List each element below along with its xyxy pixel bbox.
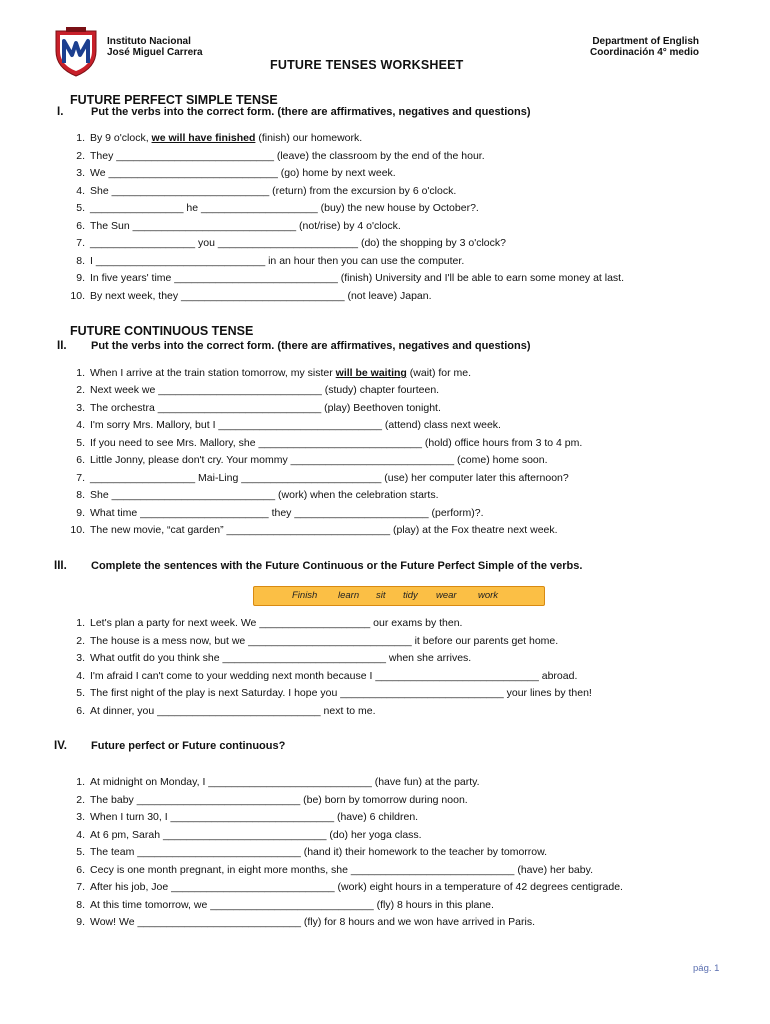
section1-item: 4. She ___________________________ (return) from the excursion by 6 o'clock. [76, 185, 457, 197]
example-post: (wait) for me. [406, 367, 472, 379]
section2-item: 2. Next week we ____________________________ (study) chapter fourteen. [76, 384, 440, 396]
item-text: What time ______________________ they _______________________ (perform)?. [90, 507, 484, 519]
section1-instruction: Put the verbs into the correct form. (there are affirmatives, negatives and questions) [91, 106, 531, 118]
item-text: Cecy is one month pregnant, in eight more months, she ____________________________ (have) her baby. [90, 864, 593, 876]
word-bank-item: work [478, 590, 499, 601]
section2-item: 4. I'm sorry Mrs. Mallory, but I ____________________________ (attend) class next week. [76, 419, 501, 431]
item-text: At this time tomorrow, we ____________________________ (fly) 8 hours in this plane. [90, 899, 494, 911]
item-text: The team ____________________________ (hand it) their homework to the teacher by tomorrow. [90, 846, 548, 858]
school-name-line2: José Miguel Carrera [107, 47, 203, 58]
item-text: Next week we ____________________________ (study) chapter fourteen. [90, 384, 440, 396]
example-answer: we will have finished [151, 132, 256, 144]
example-pre: By 9 o'clock, [90, 132, 152, 144]
section2-item: 7. __________________ Mai-Ling ________________________ (use) her computer later this afternoon? [76, 472, 569, 484]
section2-heading: FUTURE CONTINUOUS TENSE [70, 324, 254, 338]
item-text: The orchestra ____________________________ (play) Beethoven tonight. [90, 402, 441, 414]
section1-item: 8. I _____________________________ in an hour then you can use the computer. [76, 255, 465, 267]
section2-example [65, 367, 471, 379]
item-text: I'm sorry Mrs. Mallory, but I ____________________________ (attend) class next week. [90, 419, 501, 431]
item-text: The baby ____________________________ (be) born by tomorrow during noon. [90, 794, 468, 806]
section1-item: 5. ________________ he ____________________ (buy) the new house by October?. [76, 202, 479, 214]
word-bank-item: Finish [292, 590, 318, 601]
item-text: She ___________________________ (return) from the excursion by 6 o'clock. [90, 185, 457, 197]
section3-item: 6. At dinner, you ____________________________ next to me. [76, 705, 376, 717]
section2-item: 5. If you need to see Mrs. Mallory, she ____________________________ (hold) office hours from 3 to 4 pm. [76, 437, 583, 449]
word-bank-item: sit [376, 590, 386, 601]
section1-example [65, 132, 362, 144]
item-number: 1. [76, 132, 85, 144]
section2-item: 9. What time ______________________ they _______________________ (perform)?. [76, 507, 484, 519]
section2-instruction: Put the verbs into the correct form. (there are affirmatives, negatives and questions) [91, 340, 531, 352]
item-text: At 6 pm, Sarah ____________________________ (do) her yoga class. [90, 829, 422, 841]
section2-item: 8. She ____________________________ (work) when the celebration starts. [76, 489, 439, 501]
item-text: I'm afraid I can't come to your wedding next month because I ____________________________ abroad. [90, 670, 578, 682]
item-text: At dinner, you ____________________________ next to me. [90, 705, 376, 717]
section4-item: 5. The team ____________________________ (hand it) their homework to the teacher by tomorrow. [76, 846, 548, 858]
section2-item: 10. The new movie, “cat garden” ____________________________ (play) at the Fox theatre next week. [70, 524, 558, 536]
item-text: What outfit do you think she ____________________________ when she arrives. [90, 652, 472, 664]
section1-heading: FUTURE PERFECT SIMPLE TENSE [70, 93, 278, 107]
item-text: __________________ Mai-Ling ________________________ (use) her computer later this afternoon? [90, 472, 569, 484]
section2-item: 6. Little Jonny, please don't cry. Your mommy ____________________________ (come) home soon. [76, 454, 548, 466]
word-bank-item: learn [338, 590, 360, 601]
school-crest-logo [52, 25, 100, 77]
section1-item: 10. By next week, they ____________________________ (not leave) Japan. [70, 290, 432, 302]
section4-item: 4. At 6 pm, Sarah ____________________________ (do) her yoga class. [76, 829, 422, 841]
item-text: The new movie, “cat garden” ____________________________ (play) at the Fox theatre next week. [90, 524, 558, 536]
item-text: They ___________________________ (leave) the classroom by the end of the hour. [90, 150, 485, 162]
item-text: Little Jonny, please don't cry. Your mommy ____________________________ (come) home soon. [90, 454, 548, 466]
word-bank-item: tidy [403, 590, 418, 601]
section4-item: 9. Wow! We ____________________________ (fly) for 8 hours and we won have arrived in Paris. [76, 916, 535, 928]
section4-item: 6. Cecy is one month pregnant, in eight more months, she ____________________________ (have) her baby. [76, 864, 593, 876]
section3-item: 5. The first night of the play is next Saturday. I hope you ____________________________ your lines by then! [76, 687, 592, 699]
item-text: ________________ he ____________________ (buy) the new house by October?. [90, 202, 479, 214]
item-number: 1. [76, 367, 85, 379]
item-text: In five years' time ____________________________ (finish) University and I'll be able to earn some money at last. [90, 272, 625, 284]
section1-item: 3. We _____________________________ (go) home by next week. [76, 167, 396, 179]
section4-item: 3. When I turn 30, I ____________________________ (have) 6 children. [76, 811, 419, 823]
page-number: pág. 1 [693, 963, 720, 974]
section1-roman: I. [57, 106, 64, 118]
section3-item: 1. Let's plan a party for next week. We ___________________ our exams by then. [76, 617, 463, 629]
section3-roman: III. [54, 560, 67, 572]
example-answer: will be waiting [335, 367, 407, 379]
section1-item: 2. They ___________________________ (leave) the classroom by the end of the hour. [76, 150, 485, 162]
school-name-line1: Instituto Nacional [107, 36, 191, 47]
section2-roman: II. [57, 340, 67, 352]
page-title: FUTURE TENSES WORKSHEET [270, 58, 464, 72]
section4-item: 2. The baby ____________________________ (be) born by tomorrow during noon. [76, 794, 468, 806]
item-text: By next week, they ____________________________ (not leave) Japan. [90, 290, 432, 302]
department-line1: Department of English [592, 36, 699, 47]
item-text: She ____________________________ (work) when the celebration starts. [90, 489, 439, 501]
section3-item: 2. The house is a mess now, but we ____________________________ it before our parents get home. [76, 635, 559, 647]
section1-item: 9. In five years' time ____________________________ (finish) University and I'll be able to earn some money at last. [76, 272, 625, 284]
item-text: When I turn 30, I ____________________________ (have) 6 children. [90, 811, 419, 823]
item-text: Let's plan a party for next week. We ___________________ our exams by then. [90, 617, 463, 629]
word-bank [253, 586, 545, 606]
section4-item: 8. At this time tomorrow, we ____________________________ (fly) 8 hours in this plane. [76, 899, 494, 911]
section4-roman: IV. [54, 740, 68, 752]
section2-item: 3. The orchestra ____________________________ (play) Beethoven tonight. [76, 402, 441, 414]
item-text: At midnight on Monday, I ____________________________ (have fun) at the party. [90, 776, 480, 788]
section3-item: 3. What outfit do you think she ____________________________ when she arrives. [76, 652, 472, 664]
section4-item: 1. At midnight on Monday, I ____________________________ (have fun) at the party. [76, 776, 480, 788]
item-text: Wow! We ____________________________ (fly) for 8 hours and we won have arrived in Paris. [90, 916, 535, 928]
item-text: The house is a mess now, but we ____________________________ it before our parents get home. [90, 635, 559, 647]
section4-instruction: Future perfect or Future continuous? [91, 740, 286, 752]
item-text: If you need to see Mrs. Mallory, she ____________________________ (hold) office hours from 3 to 4 pm. [90, 437, 583, 449]
item-text: I _____________________________ in an hour then you can use the computer. [90, 255, 465, 267]
word-bank-item: wear [436, 590, 457, 601]
section1-item: 6. The Sun ____________________________ (not/rise) by 4 o'clock. [76, 220, 401, 232]
section3-item: 4. I'm afraid I can't come to your wedding next month because I ____________________________ abroad. [76, 670, 578, 682]
item-text: We _____________________________ (go) home by next week. [90, 167, 396, 179]
example-pre: When I arrive at the train station tomorrow, my sister [90, 367, 336, 379]
department-line2: Coordinación 4° medio [589, 47, 699, 58]
item-text: The Sun ____________________________ (not/rise) by 4 o'clock. [90, 220, 401, 232]
section4-item: 7. After his job, Joe ____________________________ (work) eight hours in a temperature of 42 degrees centigrade. [76, 881, 623, 893]
item-text: The first night of the play is next Saturday. I hope you ____________________________ your lines by then! [90, 687, 592, 699]
section3-instruction: Complete the sentences with the Future Continuous or the Future Perfect Simple of the verbs. [91, 560, 583, 572]
section1-item: 7. __________________ you ________________________ (do) the shopping by 3 o'clock? [76, 237, 506, 249]
item-text: __________________ you ________________________ (do) the shopping by 3 o'clock? [90, 237, 506, 249]
example-post: (finish) our homework. [255, 132, 363, 144]
item-text: After his job, Joe ____________________________ (work) eight hours in a temperature of 42 degrees centigrade. [90, 881, 623, 893]
